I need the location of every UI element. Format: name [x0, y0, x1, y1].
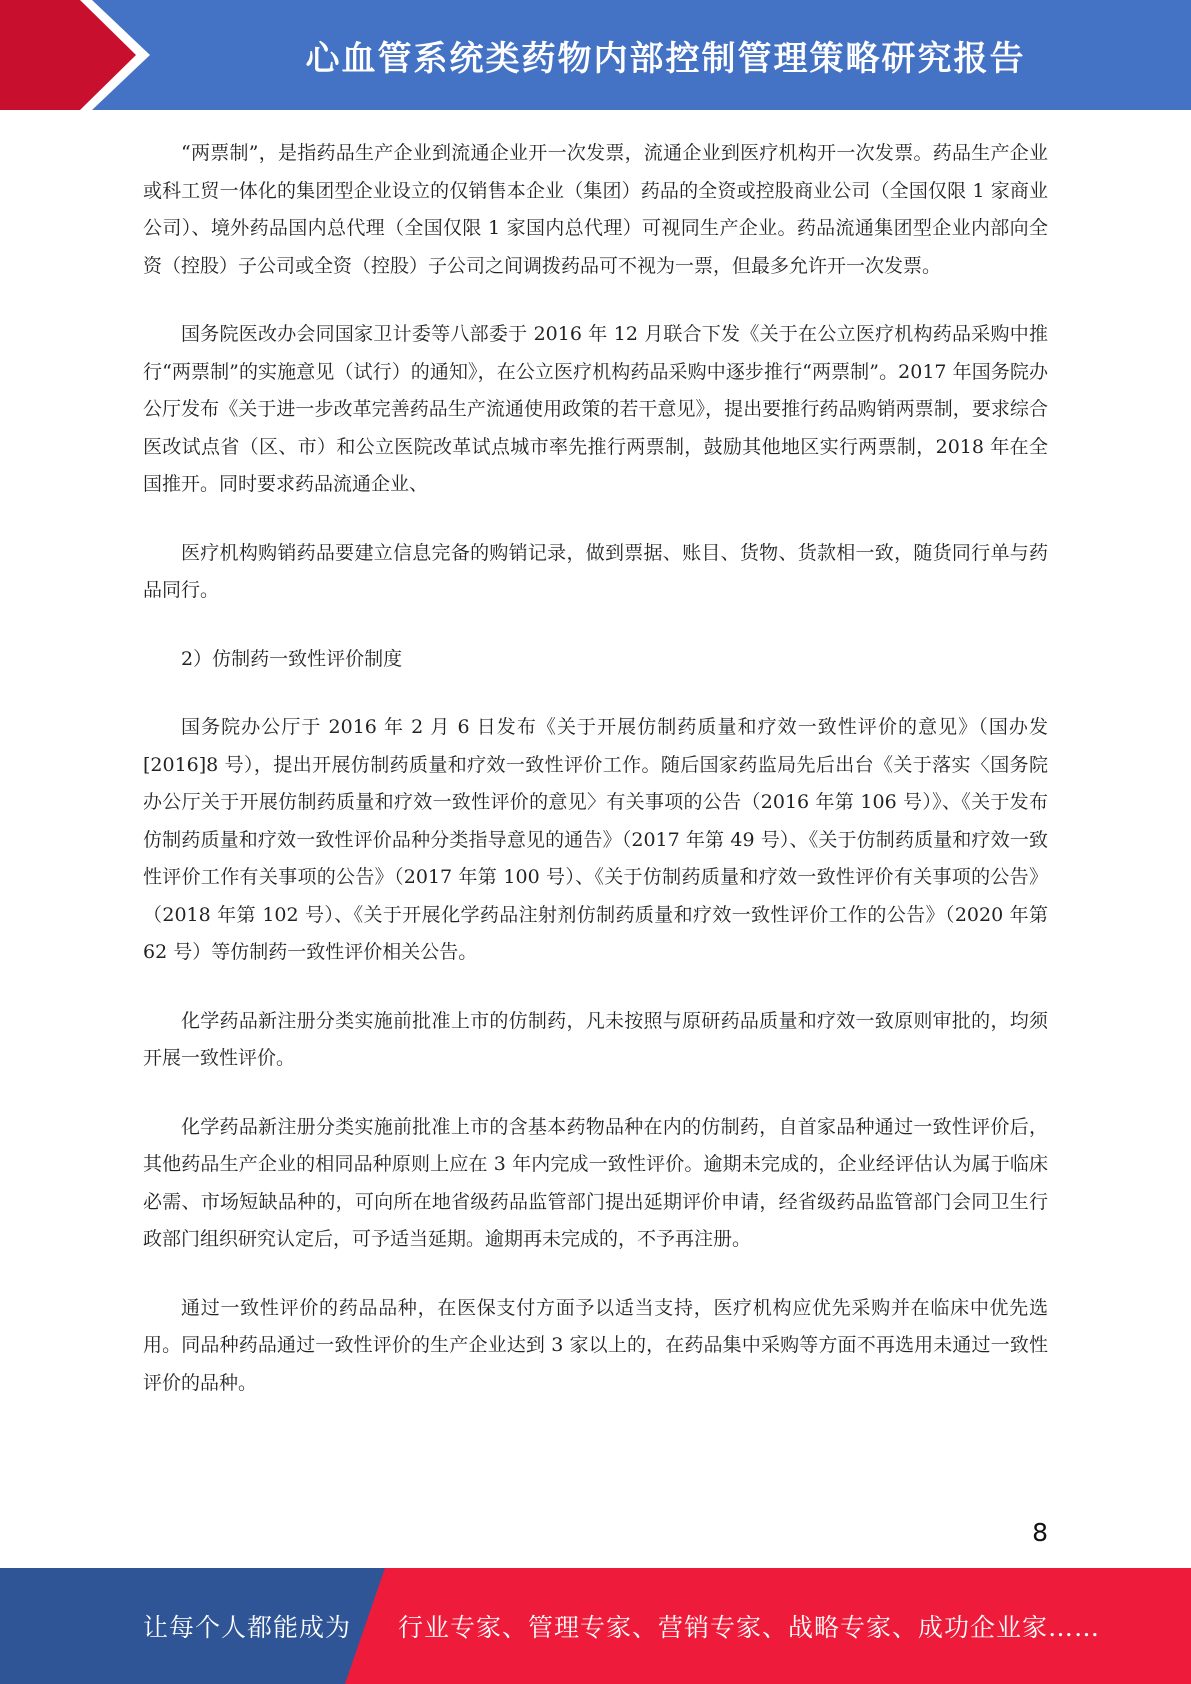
page-footer [0, 1568, 1191, 1684]
paragraph: 化学药品新注册分类实施前批准上市的仿制药，凡未按照与原研药品质量和疗效一致原则审批的，均须开展一致性评价。 [143, 1009, 1048, 1069]
page-header [0, 0, 1191, 110]
document-body [143, 135, 1048, 1433]
paragraph: 化学药品新注册分类实施前批准上市的含基本药物品种在内的仿制药，自首家品种通过一致性评价后，其他药品生产企业的相同品种原则上应在 3 年内完成一致性评价。逾期未完成的，企业经评估认为属于临床必需、市场短缺品种的，可向所在地省级药品监管部门提出延期评价申请，经省级药品监管部门会同卫生行政部门组织研究认定后，可予适当延期。逾期再未完成的，不予再注册。 [143, 1115, 1048, 1250]
paragraph: 医疗机构购销药品要建立信息完备的购销记录，做到票据、账目、货物、货款相一致，随货同行单与药品同行。 [143, 541, 1048, 601]
page-number: 8 [1032, 1518, 1048, 1547]
paragraph: 国务院医改办会同国家卫计委等八部委于 2016 年 12 月联合下发《关于在公立医疗机构药品采购中推行“两票制”的实施意见（试行）的通知》，在公立医疗机构药品采购中逐步推行“两票制”。2017 年国务院办公厅发布《关于进一步改革完善药品生产流通使用政策的若干意见》，提出要推行药品购销两票制，要求综合医改试点省（区、市）和公立医院改革试点城市率先推行两票制，鼓励其他地区实行两票制，2018 年在全国推开。同时要求药品流通企业、 [143, 323, 1048, 495]
footer-slogan-roles: 行业专家、管理专家、营销专家、战略专家、成功企业家…… [398, 1613, 1101, 1642]
header-arrow-decoration [0, 0, 150, 110]
paragraph: 通过一致性评价的药品品种，在医保支付方面予以适当支持，医疗机构应优先采购并在临床中优先选用。同品种药品通过一致性评价的生产企业达到 3 家以上的，在药品集中采购等方面不再选用未通过一致性评价的品种。 [143, 1296, 1048, 1394]
paragraph: “两票制”，是指药品生产企业到流通企业开一次发票，流通企业到医疗机构开一次发票。药品生产企业或科工贸一体化的集团型企业设立的仅销售本企业（集团）药品的全资或控股商业公司（全国仅限 1 家商业公司）、境外药品国内总代理（全国仅限 1 家国内总代理）可视同生产企业。药品流通集团型企业内部向全资（控股）子公司或全资（控股）子公司之间调拨药品可不视为一票，但最多允许开一次发票。 [143, 142, 1048, 277]
report-title: 心血管系统类药物内部控制管理策略研究报告 [305, 38, 1026, 79]
footer-slogan-lead: 让每个人都能成为 [143, 1613, 352, 1642]
section-heading: 2）仿制药一致性评价制度 [181, 647, 403, 670]
paragraph: 国务院办公厅于 2016 年 2 月 6 日发布《关于开展仿制药质量和疗效一致性评价的意见》（国办发[2016]8 号），提出开展仿制药质量和疗效一致性评价工作。随后国家药监局先后出台《关于落实〈国务院办公厅关于开展仿制药质量和疗效一致性评价的意见〉有关事项的公告（2016 年第 106 号）》、《关于发布仿制药质量和疗效一致性评价品种分类指导意见的通告》（2017 年第 49 号）、《关于仿制药质量和疗效一致性评价工作有关事项的公告》（2017 年第 100 号）、《关于仿制药质量和疗效一致性评价有关事项的公告》（2018 年第 102 号）、《关于开展化学药品注射剂仿制药质量和疗效一致性评价工作的公告》（2020 年第 62 号）等仿制药一致性评价相关公告。 [143, 716, 1048, 963]
